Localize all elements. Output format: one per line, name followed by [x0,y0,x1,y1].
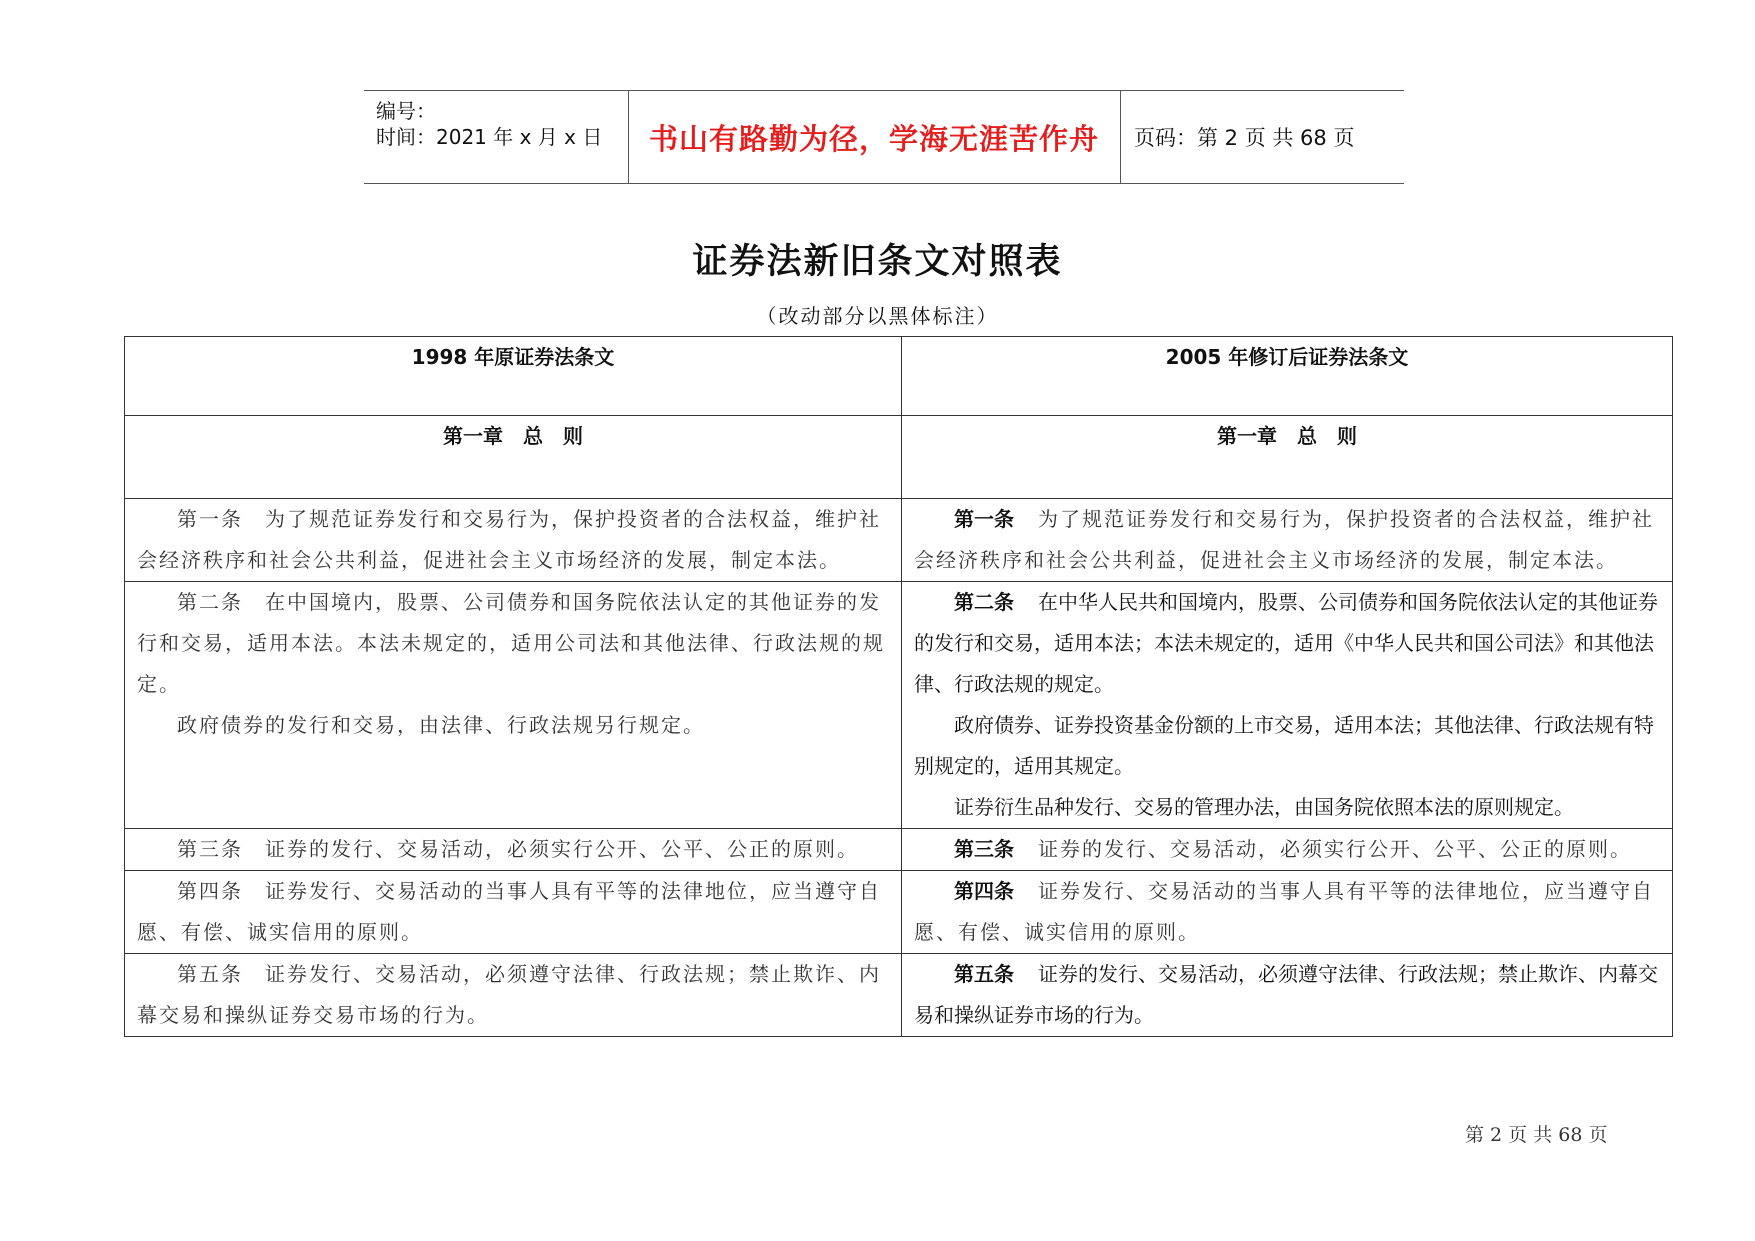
article-new-text: 政府债券、证券投资基金份额的上市交易，适用本法；其他法律、行政法规有特别规定的，适用其规定。 [914,713,1654,778]
document-number-label: 编号： [376,99,436,123]
header-meta-cell [364,91,629,183]
page-subtitle: （改动部分以黑体标注） [756,304,999,328]
article-new-cell [902,499,1673,582]
document-time-label: 时间：2021 年 x 月 x 日 [376,125,603,149]
article-new-text [914,954,1660,1036]
page-title: 证券法新旧条文对照表 [692,242,1063,282]
article-new-text [914,499,1660,581]
table-row [125,499,1673,582]
column-header-new: 2005 年修订后证券法条文 [902,337,1673,416]
article-old-text: 第五条 证券发行、交易活动，必须遵守法律、行政法规；禁止欺诈、内幕交易和操纵证券交易市场的行为。 [137,962,881,1027]
table-row [125,582,1673,829]
article-new-text [914,829,1660,870]
article-new-cell [902,829,1673,871]
article-old-cell [125,829,902,871]
article-new-caption: 第四条 [954,879,1014,903]
page-footer: 第 2 页 共 68 页 [1465,1124,1608,1146]
article-old-cell [125,871,902,954]
article-new-cell [902,954,1673,1037]
article-new-cell [902,871,1673,954]
article-old-cell [125,954,902,1037]
article-old-cell [125,499,902,582]
article-new-text [914,871,1660,953]
chapter-title-old: 第一章 总 则 [125,416,902,499]
chapter-title-new: 第一章 总 则 [902,416,1673,499]
article-new-body: 为了规范证券发行和交易行为，保护投资者的合法权益，维护社会经济秩序和社会公共利益，促进社会主义市场经济的发展，制定本法。 [914,507,1654,572]
article-new-body: 证券的发行、交易活动，必须实行公开、公平、公正的原则。 [1038,837,1632,861]
article-new-text: 证券衍生品种发行、交易的管理办法，由国务院依照本法的原则规定。 [954,795,1574,819]
article-new-caption: 第二条 [954,590,1014,614]
page-header [364,90,1404,184]
article-old-text: 第二条 在中国境内，股票、公司债券和国务院依法认定的其他证券的发行和交易，适用本法。本法未规定的，适用公司法和其他法律、行政法规的规定。 [137,590,885,696]
table-row [125,829,1673,871]
article-new-body: 证券发行、交易活动的当事人具有平等的法律地位，应当遵守自愿、有偿、诚实信用的原则。 [914,879,1654,944]
article-new-body: 在中华人民共和国境内，股票、公司债券和国务院依法认定的其他证券的发行和交易，适用本法；本法未规定的，适用《中华人民共和国公司法》和其他法律、行政法规的规定。 [914,590,1658,696]
article-new-caption: 第三条 [954,837,1014,861]
article-new-caption: 第五条 [954,962,1014,986]
comparison-table [124,336,1673,1037]
article-new-body: 证券的发行、交易活动，必须遵守法律、行政法规；禁止欺诈、内幕交易和操纵证券市场的行为。 [914,962,1658,1027]
header-motto: 书山有路勤为径，学海无涯苦作舟 [648,121,1099,156]
article-old-cell [125,582,902,829]
table-row [125,871,1673,954]
article-new-caption: 第一条 [954,507,1014,531]
article-old-text: 第一条 为了规范证券发行和交易行为，保护投资者的合法权益，维护社会经济秩序和社会公共利益，促进社会主义市场经济的发展，制定本法。 [137,507,881,572]
header-page-cell [1120,91,1404,183]
article-old-text: 政府债券的发行和交易，由法律、行政法规另行规定。 [177,713,705,737]
article-new-cell [902,582,1673,829]
article-old-text: 第三条 证券的发行、交易活动，必须实行公开、公平、公正的原则。 [177,837,859,861]
table-row [125,954,1673,1037]
header-motto-cell [628,91,1121,183]
table-header-row [125,337,1673,416]
article-new-text [914,582,1660,705]
chapter-row [125,416,1673,499]
article-old-text: 第四条 证券发行、交易活动的当事人具有平等的法律地位，应当遵守自愿、有偿、诚实信用的原则。 [137,879,881,944]
column-header-old: 1998 年原证券法条文 [125,337,902,416]
header-page-label: 页码：第 2 页 共 68 页 [1134,126,1355,150]
